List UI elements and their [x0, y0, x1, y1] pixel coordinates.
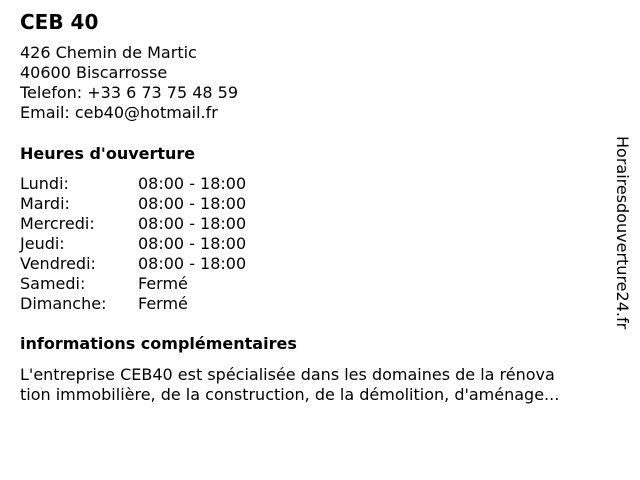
hours-row-friday	[20, 254, 246, 274]
time-value: 08:00 - 18:00	[138, 194, 247, 213]
additional-info-heading: informations complémentaires	[20, 334, 297, 353]
day-label: Mardi:	[20, 194, 70, 213]
site-watermark: Horairesdouverture24.fr	[613, 136, 632, 330]
day-label: Samedi:	[20, 274, 86, 293]
address-block	[20, 43, 238, 123]
time-value: Fermé	[138, 274, 188, 293]
day-label: Dimanche:	[20, 294, 107, 313]
day-label: Vendredi:	[20, 254, 96, 273]
opening-hours-heading: Heures d'ouverture	[20, 144, 196, 163]
day-label: Jeudi:	[20, 234, 65, 253]
day-label: Mercredi:	[20, 214, 95, 233]
hours-row-monday	[20, 174, 246, 194]
time-value: Fermé	[138, 294, 188, 313]
time-value: 08:00 - 18:00	[138, 254, 247, 273]
email-line: Email: ceb40@hotmail.fr	[20, 103, 218, 122]
address-street: 426 Chemin de Martic	[20, 43, 197, 62]
business-name: CEB 40	[20, 10, 99, 34]
hours-row-tuesday	[20, 194, 246, 214]
time-value: 08:00 - 18:00	[138, 234, 247, 253]
opening-hours-table	[20, 174, 246, 314]
hours-row-wednesday	[20, 214, 246, 234]
time-value: 08:00 - 18:00	[138, 214, 247, 233]
phone-line: Telefon: +33 6 73 75 48 59	[20, 83, 239, 102]
description-line: L'entreprise CEB40 est spécialisée dans les domaines de la rénova	[20, 365, 555, 384]
day-label: Lundi:	[20, 174, 69, 193]
hours-row-sunday	[20, 294, 246, 314]
description-line: tion immobilière, de la construction, de la démolition, d'aménage...	[20, 385, 560, 404]
hours-row-thursday	[20, 234, 246, 254]
hours-row-saturday	[20, 274, 246, 294]
address-city: 40600 Biscarrosse	[20, 63, 168, 82]
business-description	[20, 365, 610, 405]
time-value: 08:00 - 18:00	[138, 174, 247, 193]
